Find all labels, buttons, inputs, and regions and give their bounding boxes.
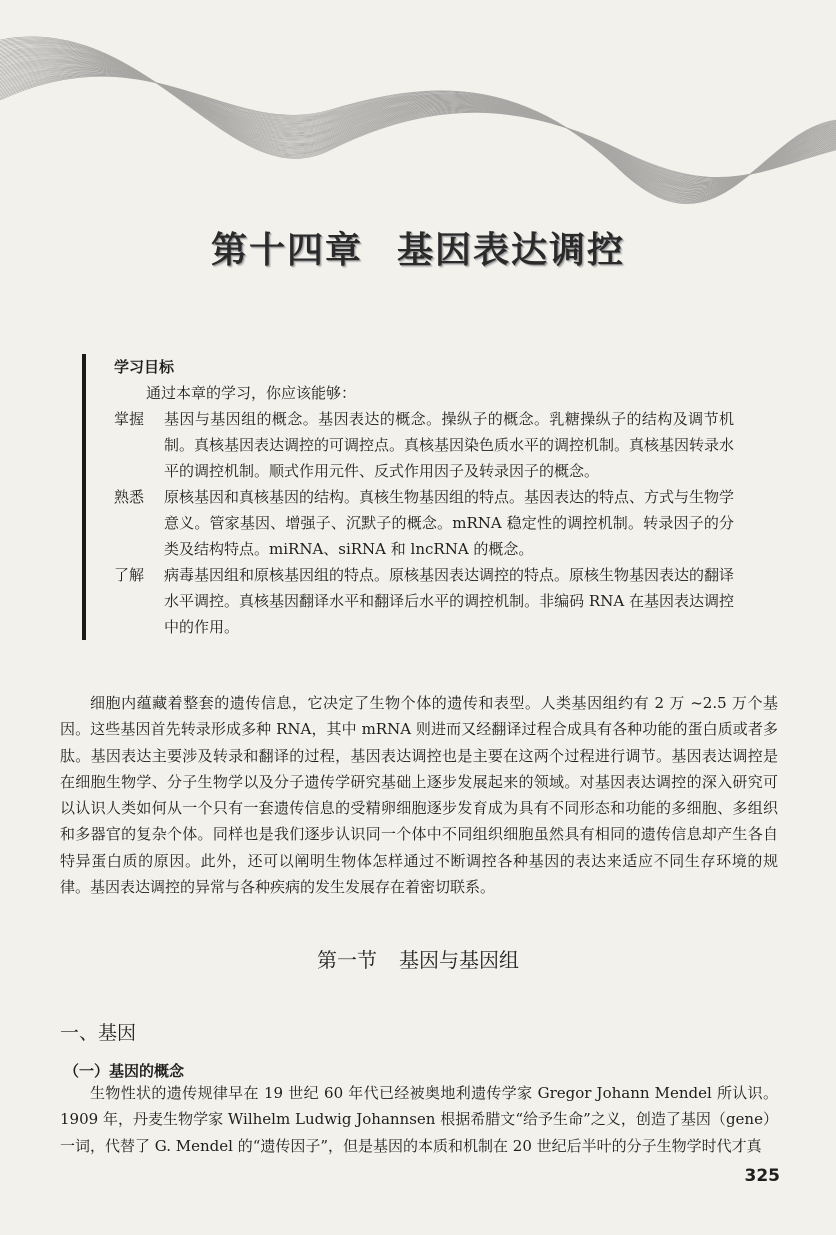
objective-item-understand: [114, 562, 734, 640]
intro-paragraph: 细胞内蕴藏着整套的遗传信息，它决定了生物个体的遗传和表型。人类基因组约有 2 万 ~2.5 万个基因。这些基因首先转录形成多种 RNA，其中 mRNA 则进而又经翻译过程合成具有各种功能的蛋白质或者多肽。基因表达主要涉及转录和翻译的过程，基因表达调控也是主要在这两个过程进行调节。基因表达调控是在细胞生物学、分子生物学以及分子遗传学研究基础上逐步发展起来的领域。对基因表达调控的深入研究可以认识人类如何从一个只有一套遗传信息的受精卵细胞逐步发育成为具有不同形态和功能的多细胞、多组织和多器官的复杂个体。同样也是我们逐步认识同一个体中不同组织细胞虽然具有相同的遗传信息却产生各自特异蛋白质的原因。此外，还可以阐明生物体怎样通过不断调控各种基因的表达来适应不同生存环境的规律。基因表达调控的异常与各种疾病的发生发展存在着密切联系。: [60, 694, 778, 897]
section-number: 第一节: [317, 948, 377, 972]
ribbon-strand: [0, 60, 836, 190]
objectives-heading: 学习目标: [114, 358, 175, 376]
objective-label: 熟悉: [114, 488, 145, 506]
section-title: [0, 944, 836, 973]
learning-objectives-box: [82, 354, 734, 640]
section-name: 基因与基因组: [399, 948, 519, 972]
ribbon-strand: [0, 64, 836, 193]
concept-paragraph: 生物性状的遗传规律早在 19 世纪 60 年代已经被奥地利遗传学家 Gregor Johann Mendel 所认识。1909 年，丹麦生物学家 Wilhelm Ludwig Johannsen 根据希腊文“给予生命”之义，创造了基因（gene）一词，代替了 G. Mendel 的“遗传因子”，但是基因的本质和机制在 20 世纪后半叶的分子生物学时代才真: [60, 1084, 778, 1155]
objective-item-master: [114, 406, 734, 484]
ribbon-strand: [0, 64, 836, 192]
objective-label: 了解: [114, 566, 145, 584]
ribbon-strand: [0, 67, 836, 195]
heading-level1: 一、基因: [60, 1022, 137, 1044]
chapter-name: 基因表达调控: [397, 230, 626, 271]
heading-level2: （一）基因的概念: [64, 1062, 185, 1080]
ribbon-strand: [0, 65, 836, 193]
objective-item-familiar: [114, 484, 734, 562]
objective-text: 病毒基因组和原核基因组的特点。原核基因表达调控的特点。原核生物基因表达的翻译水平调控。真核基因翻译水平和翻译后水平的调控机制。非编码 RNA 在基因表达调控中的作用。: [164, 566, 735, 636]
objectives-intro: 通过本章的学习，你应该能够：: [146, 384, 357, 402]
ribbon-strand: [0, 66, 836, 194]
page-number: 325: [744, 1166, 780, 1186]
ribbon-strand: [0, 63, 836, 192]
ribbon-strand: [0, 68, 836, 196]
ribbon-strand: [0, 62, 836, 191]
ribbon-strand: [0, 68, 836, 196]
decorative-wave-ribbon: [0, 0, 836, 330]
ribbon-strand: [0, 59, 836, 189]
chapter-title: [0, 222, 836, 273]
objective-label: 掌握: [114, 410, 145, 428]
objective-text: 基因与基因组的概念。基因表达的概念。操纵子的概念。乳糖操纵子的结构及调节机制。真核基因表达调控的可调控点。真核基因染色质水平的调控机制。真核基因转录水平的调控机制。顺式作用元件、反式作用因子及转录因子的概念。: [164, 410, 735, 480]
chapter-number: 第十四章: [210, 230, 363, 271]
ribbon-strand: [0, 61, 836, 190]
objective-text: 原核基因和真核基因的结构。真核生物基因组的特点。基因表达的特点、方式与生物学意义。管家基因、增强子、沉默子的概念。mRNA 稳定性的调控机制。转录因子的分类及结构特点。miRNA、siRNA 和 lncRNA 的概念。: [164, 488, 735, 558]
